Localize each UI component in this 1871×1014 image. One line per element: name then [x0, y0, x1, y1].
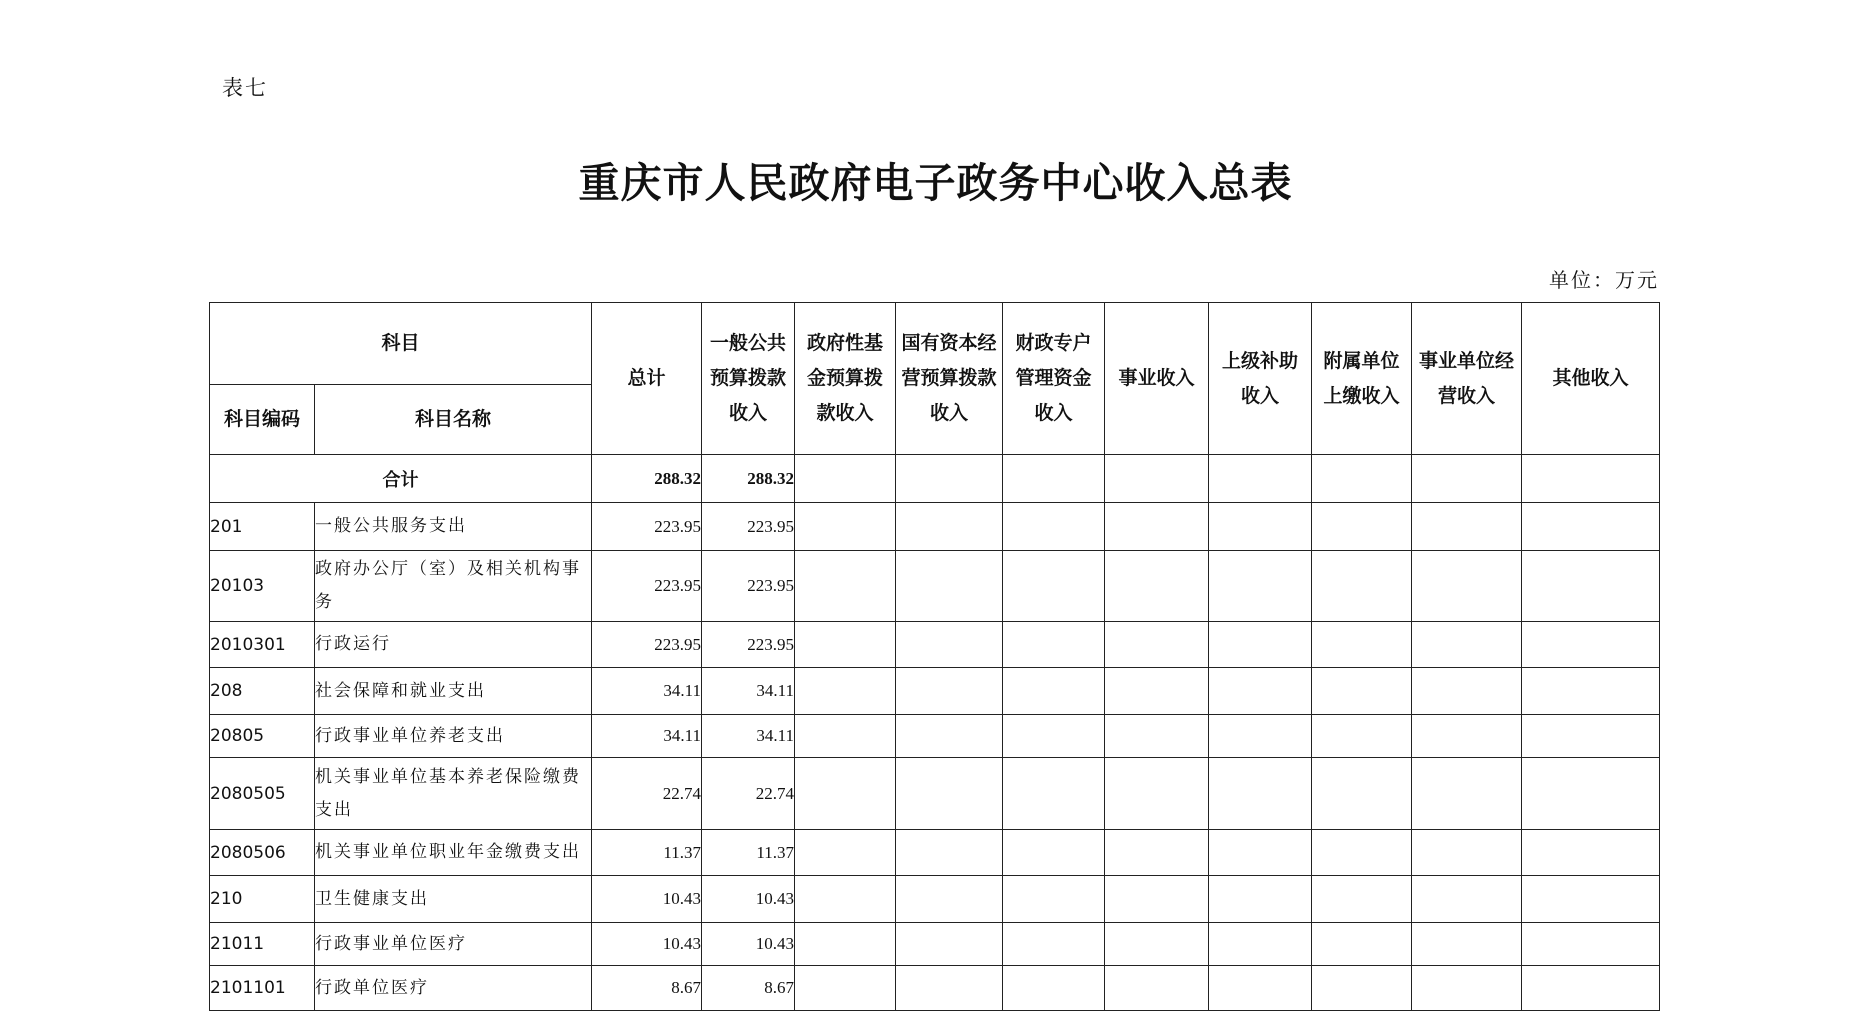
- row-code: 210: [210, 876, 315, 923]
- row-total: 10.43: [592, 876, 702, 923]
- income-summary-table: [209, 302, 1660, 1011]
- header-superior-subsidy: 上级补助收入: [1209, 303, 1312, 455]
- table-row: [210, 715, 1660, 758]
- row-name: 行政单位医疗: [315, 966, 592, 1011]
- row-name: 机关事业单位基本养老保险缴费支出: [315, 758, 592, 830]
- row-name: 行政事业单位养老支出: [315, 715, 592, 758]
- row-code: 208: [210, 668, 315, 715]
- header-affiliated-income: 附属单位上缴收入: [1312, 303, 1412, 455]
- row-total: 10.43: [592, 923, 702, 966]
- row-total: 34.11: [592, 668, 702, 715]
- total-row: [210, 455, 1660, 503]
- table-row: [210, 503, 1660, 551]
- row-code: 2101101: [210, 966, 315, 1011]
- row-general-budget: 34.11: [702, 668, 795, 715]
- row-name: 一般公共服务支出: [315, 503, 592, 551]
- row-general-budget: 8.67: [702, 966, 795, 1011]
- header-subject: 科目: [210, 303, 592, 385]
- row-general-budget: 10.43: [702, 923, 795, 966]
- table-row: [210, 966, 1660, 1011]
- total-amount: 288.32: [592, 455, 702, 503]
- table-row: [210, 876, 1660, 923]
- unit-label: 单位：万元: [1549, 268, 1659, 292]
- row-name: 行政事业单位医疗: [315, 923, 592, 966]
- row-total: 223.95: [592, 622, 702, 668]
- row-name: 社会保障和就业支出: [315, 668, 592, 715]
- row-code: 2080506: [210, 830, 315, 876]
- table-row: [210, 622, 1660, 668]
- header-operating-income: 事业单位经营收入: [1412, 303, 1522, 455]
- header-total: 总计: [592, 303, 702, 455]
- table-row: [210, 923, 1660, 966]
- row-general-budget: 223.95: [702, 622, 795, 668]
- row-code: 21011: [210, 923, 315, 966]
- row-general-budget: 10.43: [702, 876, 795, 923]
- header-general-budget: 一般公共预算拨款收入: [702, 303, 795, 455]
- row-general-budget: 34.11: [702, 715, 795, 758]
- header-state-capital: 国有资本经营预算拨款收入: [896, 303, 1003, 455]
- header-fiscal-special: 财政专户管理资金收入: [1003, 303, 1105, 455]
- row-name: 政府办公厅（室）及相关机构事务: [315, 551, 592, 622]
- row-general-budget: 22.74: [702, 758, 795, 830]
- row-total: 223.95: [592, 551, 702, 622]
- table-row: [210, 758, 1660, 830]
- header-gov-fund: 政府性基金预算拨款收入: [795, 303, 896, 455]
- row-name: 卫生健康支出: [315, 876, 592, 923]
- row-total: 8.67: [592, 966, 702, 1011]
- row-general-budget: 223.95: [702, 503, 795, 551]
- row-code: 20805: [210, 715, 315, 758]
- row-code: 201: [210, 503, 315, 551]
- table-label: 表七: [222, 76, 268, 100]
- row-total: 22.74: [592, 758, 702, 830]
- header-business-income: 事业收入: [1105, 303, 1209, 455]
- row-total: 11.37: [592, 830, 702, 876]
- row-name: 机关事业单位职业年金缴费支出: [315, 830, 592, 876]
- total-general-budget: 288.32: [702, 455, 795, 503]
- row-general-budget: 11.37: [702, 830, 795, 876]
- row-total: 223.95: [592, 503, 702, 551]
- table-row: [210, 551, 1660, 622]
- header-other-income: 其他收入: [1522, 303, 1660, 455]
- table-row: [210, 830, 1660, 876]
- header-subject-name: 科目名称: [315, 385, 592, 455]
- page-title: 重庆市人民政府电子政务中心收入总表: [578, 159, 1293, 207]
- row-name: 行政运行: [315, 622, 592, 668]
- header-subject-code: 科目编码: [210, 385, 315, 455]
- table-row: [210, 668, 1660, 715]
- total-label: 合计: [210, 455, 592, 503]
- row-code: 2080505: [210, 758, 315, 830]
- row-general-budget: 223.95: [702, 551, 795, 622]
- row-code: 20103: [210, 551, 315, 622]
- row-total: 34.11: [592, 715, 702, 758]
- row-code: 2010301: [210, 622, 315, 668]
